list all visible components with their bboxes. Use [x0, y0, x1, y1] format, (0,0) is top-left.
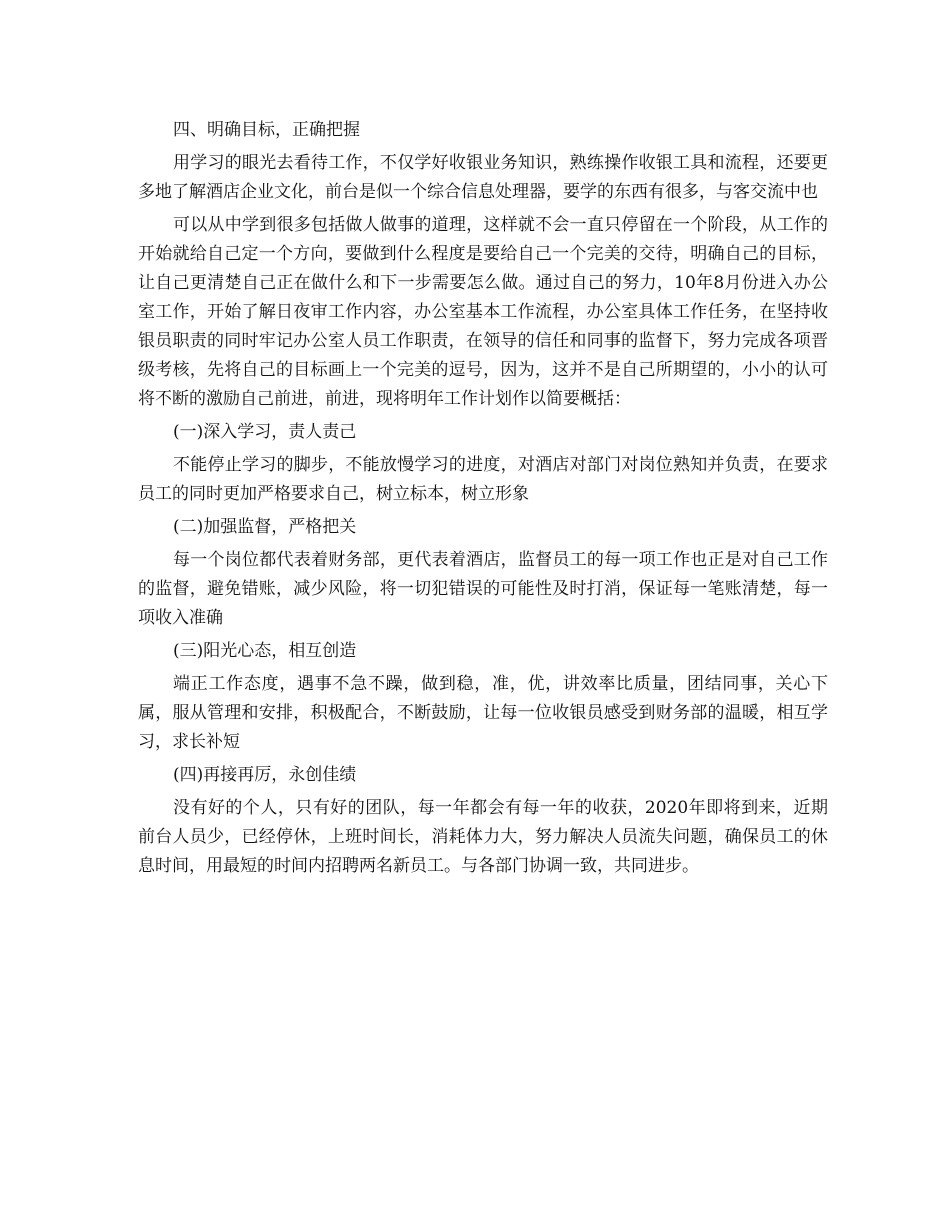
paragraph-supervision: 每一个岗位都代表着财务部，更代表着酒店，监督员工的每一项工作也正是对自己工作的监督，避免错账，减少风险，将一切犯错误的可能性及时打消，保证每一笔账清楚，每一项收入准确 — [138, 550, 828, 628]
paragraph-learning-attitude: 用学习的眼光去看待工作，不仅学好收银业务知识，熟练操作收银工具和流程，还要更多地了解酒店企业文化，前台是似一个综合信息处理器，要学的东西有很多，与客交流中也 — [138, 153, 828, 202]
paragraph-study: 不能停止学习的脚步，不能放慢学习的进度，对酒店对部门对岗位熟知并负责，在要求员工的同时更加严格要求自己，树立标本，树立形象 — [138, 455, 828, 504]
section-heading-study: (一)深入学习，责人责己 — [173, 422, 357, 442]
section-heading-supervision: (二)加强监督，严格把关 — [173, 517, 357, 537]
paragraph-attitude: 端正工作态度，遇事不急不躁，做到稳，准，优，讲效率比质量，团结同事，关心下属，服从管理和安排，积极配合，不断鼓励，让每一位收银员感受到财务部的温暖，相互学习，求长补短 — [138, 674, 828, 752]
section-heading-achievement: (四)再接再厉，永创佳绩 — [173, 765, 357, 785]
section-heading-attitude: (三)阳光心态，相互创造 — [173, 641, 357, 661]
paragraph-personal-progress: 可以从中学到很多包括做人做事的道理，这样就不会一直只停留在一个阶段，从工作的开始就给自己定一个方向，要做到什么程度是要给自己一个完美的交待，明确自己的目标，让自己更清楚自己正在做什么和下一步需要怎么做。通过自己的努力，10年8月份进入办公室工作，开始了解日夜审工作内容，办公室基本工作流程，办公室具体工作任务，在坚持收银员职责的同时牢记办公室人员工作职责，在领导的信任和同事的监督下，努力完成各项晋级考核，先将自己的目标画上一个完美的逗号，因为，这并不是自己所期望的，小小的认可将不断的激励自己前进，前进，现将明年工作计划作以简要概括： — [138, 215, 828, 409]
document-body — [138, 116, 828, 885]
section-heading-goals: 四、明确目标，正确把握 — [173, 120, 360, 140]
paragraph-achievement: 没有好的个人，只有好的团队，每一年都会有每一年的收获，2020年即将到来，近期前台人员少，已经停休，上班时间长，消耗体力大，努力解决人员流失问题，确保员工的休息时间，用最短的时间内招聘两名新员工。与各部门协调一致，共同进步。 — [138, 798, 828, 876]
